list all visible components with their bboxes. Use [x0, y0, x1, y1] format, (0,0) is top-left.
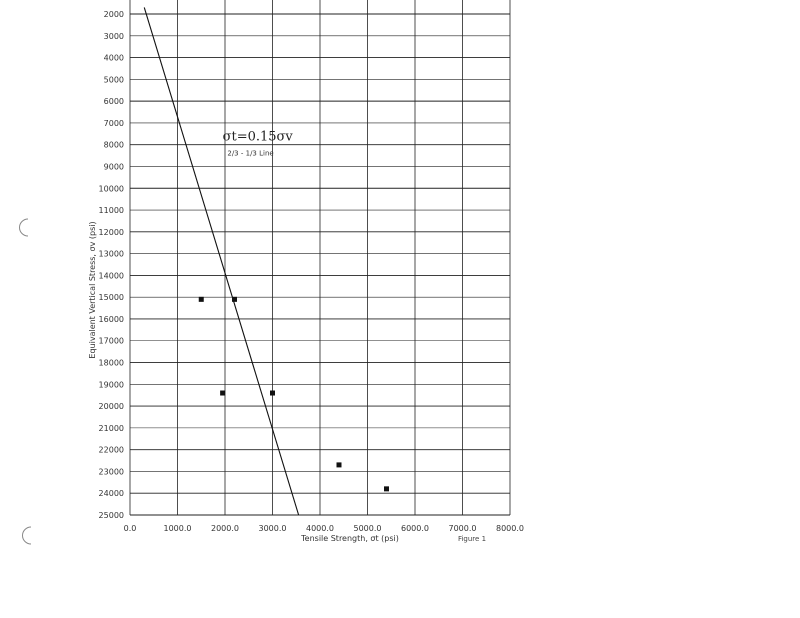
y-tick-label: 18000 — [98, 358, 124, 368]
y-tick-label: 8000 — [103, 140, 124, 150]
y-tick-label: 19000 — [98, 380, 124, 390]
y-tick-label: 12000 — [98, 227, 124, 237]
y-tick-label: 4000 — [103, 53, 124, 63]
grid — [130, 0, 510, 515]
x-tick-label: 0.0 — [123, 524, 137, 533]
y-tick-label: 25000 — [98, 511, 124, 520]
y-tick-label: 11000 — [98, 206, 124, 216]
x-tick-label: 1000.0 — [163, 524, 192, 533]
data-points — [199, 297, 389, 492]
figure-label: Figure 1 — [457, 535, 487, 543]
x-tick-labels — [124, 524, 524, 533]
y-tick-label: 13000 — [98, 249, 124, 259]
y-axis-label: Equivalent Vertical Stress, σv (psi) — [88, 221, 97, 359]
x-tick-label: 2000.0 — [211, 524, 239, 533]
y-tick-labels — [99, 10, 124, 520]
fit-equation-annotation: σt=0.15σv — [222, 129, 293, 145]
y-tick-label: 10000 — [98, 184, 124, 194]
y-tick-label: 24000 — [98, 489, 124, 499]
data-point — [337, 462, 342, 467]
x-tick-label: 8000.0 — [496, 524, 524, 533]
y-tick-label: 17000 — [98, 336, 124, 346]
x-tick-label: 3000.0 — [258, 524, 287, 533]
y-tick-label: 20000 — [98, 402, 124, 412]
y-tick-label: 21000 — [98, 423, 124, 433]
fit-line-annotation: 2/3 - 1/3 Line — [227, 149, 274, 158]
y-tick-label: 2000 — [103, 10, 124, 19]
y-tick-label: 22000 — [98, 445, 124, 455]
x-tick-label: 5000.0 — [353, 524, 382, 533]
y-tick-label: 9000 — [103, 162, 124, 172]
fit-line — [144, 7, 298, 515]
y-tick-label: 16000 — [98, 314, 124, 324]
x-tick-label: 7000.0 — [448, 524, 477, 533]
data-point — [270, 391, 275, 396]
y-tick-label: 6000 — [103, 97, 124, 107]
y-tick-label: 23000 — [98, 467, 124, 477]
x-tick-label: 6000.0 — [401, 524, 429, 533]
y-tick-label: 5000 — [103, 75, 124, 85]
y-tick-label: 15000 — [98, 293, 124, 303]
y-tick-label: 14000 — [98, 271, 124, 281]
binder-hole-mark — [20, 219, 29, 236]
y-tick-label: 7000 — [103, 118, 124, 128]
data-point — [199, 297, 204, 302]
y-tick-label: 3000 — [103, 31, 124, 41]
data-point — [384, 486, 389, 491]
binder-hole-mark — [23, 527, 32, 544]
data-point — [220, 391, 225, 396]
x-axis-label: Tensile Strength, σt (psi) — [301, 534, 399, 543]
data-point — [232, 297, 237, 302]
x-tick-label: 4000.0 — [306, 524, 334, 533]
